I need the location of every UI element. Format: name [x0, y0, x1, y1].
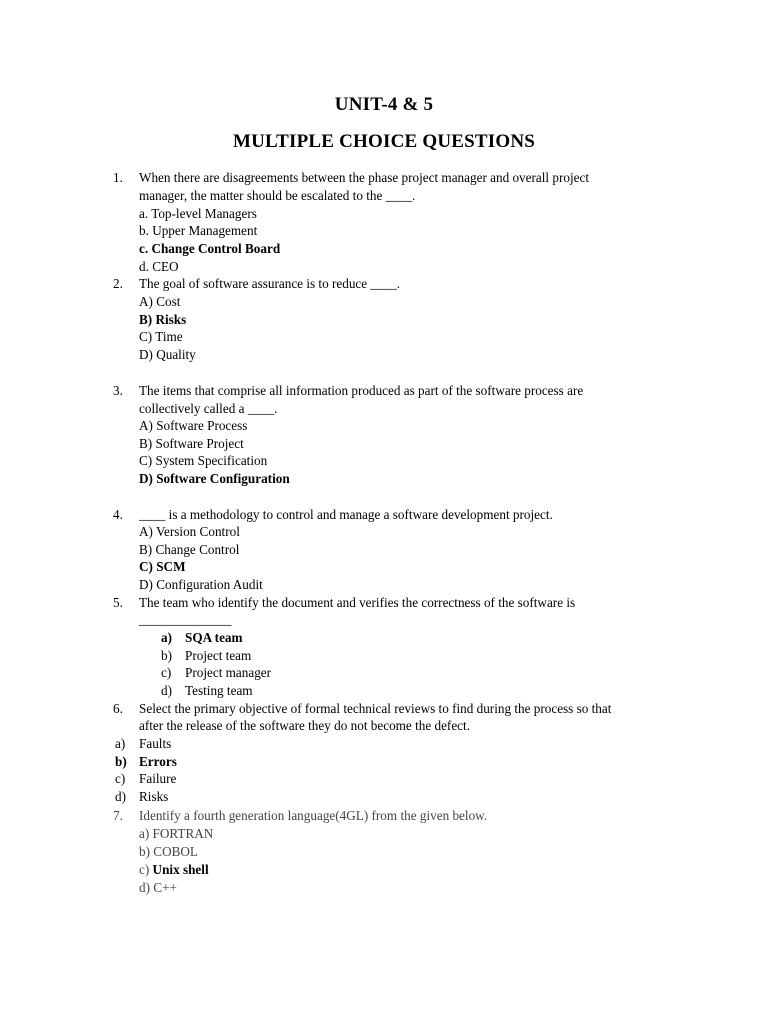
option-text: C++	[153, 880, 177, 895]
option-mark: a)	[115, 736, 126, 751]
option-b: B) Change Control	[139, 542, 240, 557]
option-a: A) Version Control	[139, 524, 240, 539]
question-number: 1.	[113, 170, 123, 185]
option-a-answer: SQA team	[185, 630, 243, 645]
option-mark: a)	[139, 826, 150, 841]
option-d: D) Configuration Audit	[139, 577, 263, 592]
option-mark: c)	[115, 771, 126, 786]
option-b	[139, 843, 198, 860]
option-c: C) System Specification	[139, 453, 268, 468]
option-a: A) Software Process	[139, 418, 248, 433]
option-a: Faults	[139, 736, 172, 751]
option-mark: b)	[115, 754, 127, 769]
question-text-line: ____ is a methodology to control and manage a software development project.	[139, 507, 553, 522]
option-b-answer: Errors	[139, 754, 177, 769]
option-mark: b)	[139, 844, 150, 859]
option-d: Testing team	[185, 683, 253, 698]
option-mark: b)	[161, 648, 172, 663]
question-text-line: after the release of the software they do not become the defect.	[139, 718, 470, 733]
option-b-answer: B) Risks	[139, 312, 187, 327]
option-d: d. CEO	[139, 259, 179, 274]
option-c: Failure	[139, 771, 177, 786]
option-a: a. Top-level Managers	[139, 206, 257, 221]
option-mark: c)	[139, 862, 150, 877]
question-number: 4.	[113, 507, 123, 522]
question-text-line: The team who identify the document and verifies the correctness of the software is	[139, 595, 576, 610]
option-mark: d)	[161, 683, 172, 698]
option-b: B) Software Project	[139, 436, 244, 451]
unit-heading: UNIT-4 & 5	[334, 94, 434, 115]
option-a	[139, 825, 213, 842]
question-text-line: Identify a fourth generation language(4GL) from the given below.	[139, 808, 488, 823]
option-mark: a)	[161, 630, 172, 645]
option-d: Risks	[139, 789, 169, 804]
question-number: 2.	[113, 276, 123, 291]
question-number: 3.	[113, 383, 123, 398]
option-text: Unix shell	[152, 862, 209, 877]
question-number: 7.	[113, 808, 123, 823]
option-b: b. Upper Management	[139, 223, 258, 238]
question-text-line: When there are disagreements between the phase project manager and overall project	[139, 170, 589, 185]
option-mark: d)	[115, 789, 126, 804]
option-d: D) Quality	[139, 347, 196, 362]
option-text: COBOL	[153, 844, 198, 859]
option-d-answer: D) Software Configuration	[139, 471, 290, 486]
question-text-line: The goal of software assurance is to reduce ____.	[139, 276, 401, 291]
option-mark: d)	[139, 880, 150, 895]
option-a: A) Cost	[139, 294, 181, 309]
question-text-line: Select the primary objective of formal technical reviews to find during the process so that	[139, 701, 612, 716]
option-c: Project manager	[185, 665, 272, 680]
option-text: FORTRAN	[152, 826, 214, 841]
question-number: 5.	[113, 595, 123, 610]
answer-blank-line: ______________	[139, 612, 232, 627]
option-c-answer: C) SCM	[139, 559, 186, 574]
question-text-line: collectively called a ____.	[139, 401, 278, 416]
option-c-answer: c. Change Control Board	[139, 241, 281, 256]
option-mark: c)	[161, 665, 172, 680]
question-number: 6.	[113, 701, 123, 716]
page-title: MULTIPLE CHOICE QUESTIONS	[232, 131, 536, 152]
question-text-line: manager, the matter should be escalated to the ____.	[139, 188, 416, 203]
option-d	[139, 879, 177, 896]
option-c-answer	[139, 861, 209, 878]
option-b: Project team	[185, 648, 252, 663]
option-c: C) Time	[139, 329, 183, 344]
question-text-line: The items that comprise all information produced as part of the software process are	[139, 383, 584, 398]
